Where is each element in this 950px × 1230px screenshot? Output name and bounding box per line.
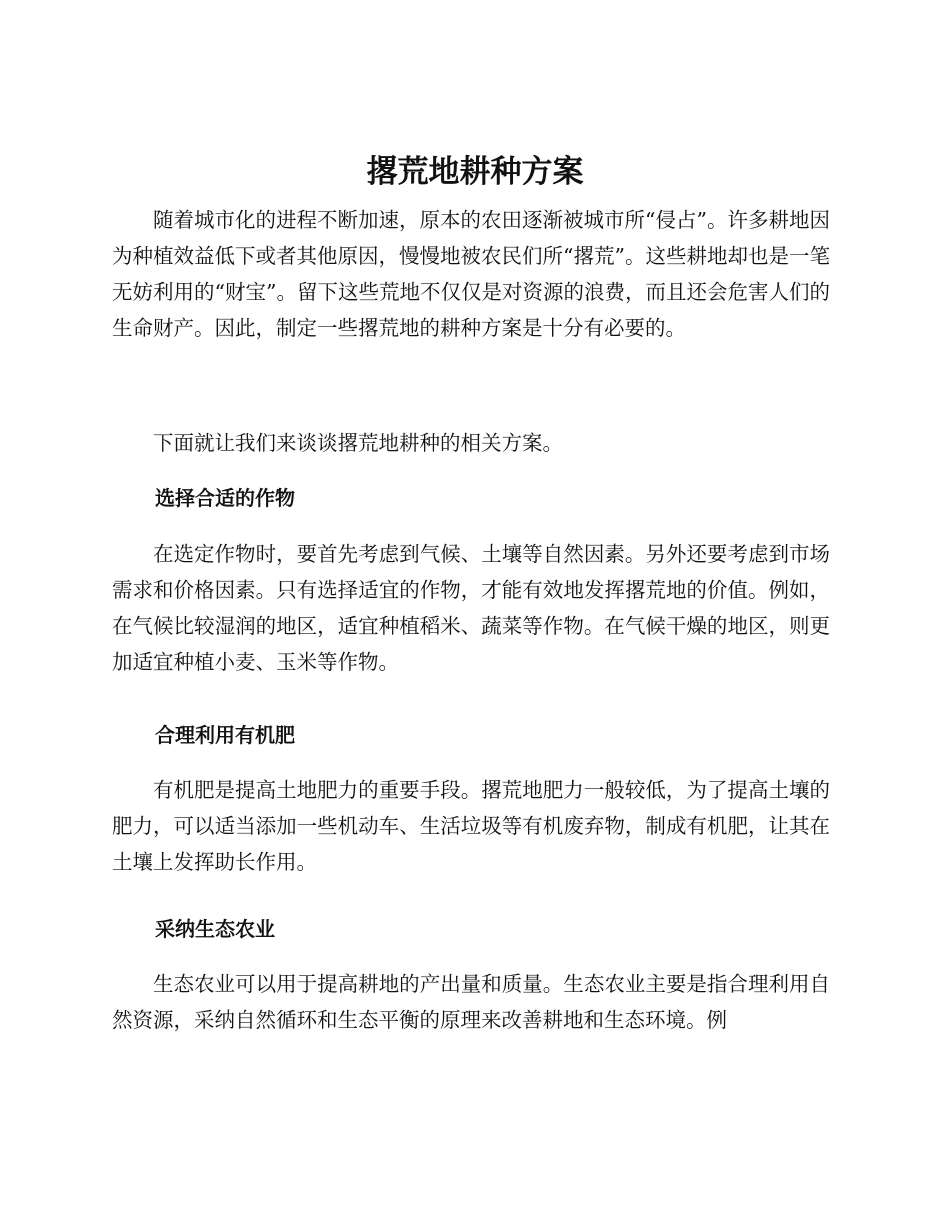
section-heading-organic-fertilizer: 合理利用有机肥 (155, 723, 295, 747)
crop-selection-paragraph: 在选定作物时，要首先考虑到气候、土壤等自然因素。另外还要考虑到市场需求和价格因素。只有选择适宜的作物，才能有效地发挥撂荒地的价值。例如，在气候比较湿润的地区，适宜种植稻米、蔬菜等作物。在气候干燥的地区，则更加适宜种植小麦、玉米等作物。 (112, 542, 830, 674)
organic-fertilizer-paragraph: 有机肥是提高土地肥力的重要手段。撂荒地肥力一般较低，为了提高土壤的肥力，可以适当添加一些机动车、生活垃圾等有机废弃物，制成有机肥，让其在土壤上发挥助长作用。 (112, 778, 830, 874)
intro-paragraph: 随着城市化的进程不断加速，原本的农田逐渐被城市所“侵占”。许多耕地因为种植效益低下或者其他原因，慢慢地被农民们所“撂荒”。这些耕地却也是一笔无妨利用的“财宝”。留下这些荒地不仅仅是对资源的浪费，而且还会危害人们的生命财产。因此，制定一些撂荒地的耕种方案是十分有必要的。 (112, 208, 830, 340)
ecological-agriculture-paragraph: 生态农业可以用于提高耕地的产出量和质量。生态农业主要是指合理利用自然资源，采纳自然循环和生态平衡的原理来改善耕地和生态环境。例 (112, 972, 830, 1032)
document-title: 撂荒地耕种方案 (366, 154, 584, 190)
section-heading-ecological-agriculture: 采纳生态农业 (155, 917, 275, 941)
transition-paragraph: 下面就让我们来谈谈撂荒地耕种的相关方案。 (153, 431, 563, 455)
section-heading-crop-selection: 选择合适的作物 (155, 486, 295, 510)
